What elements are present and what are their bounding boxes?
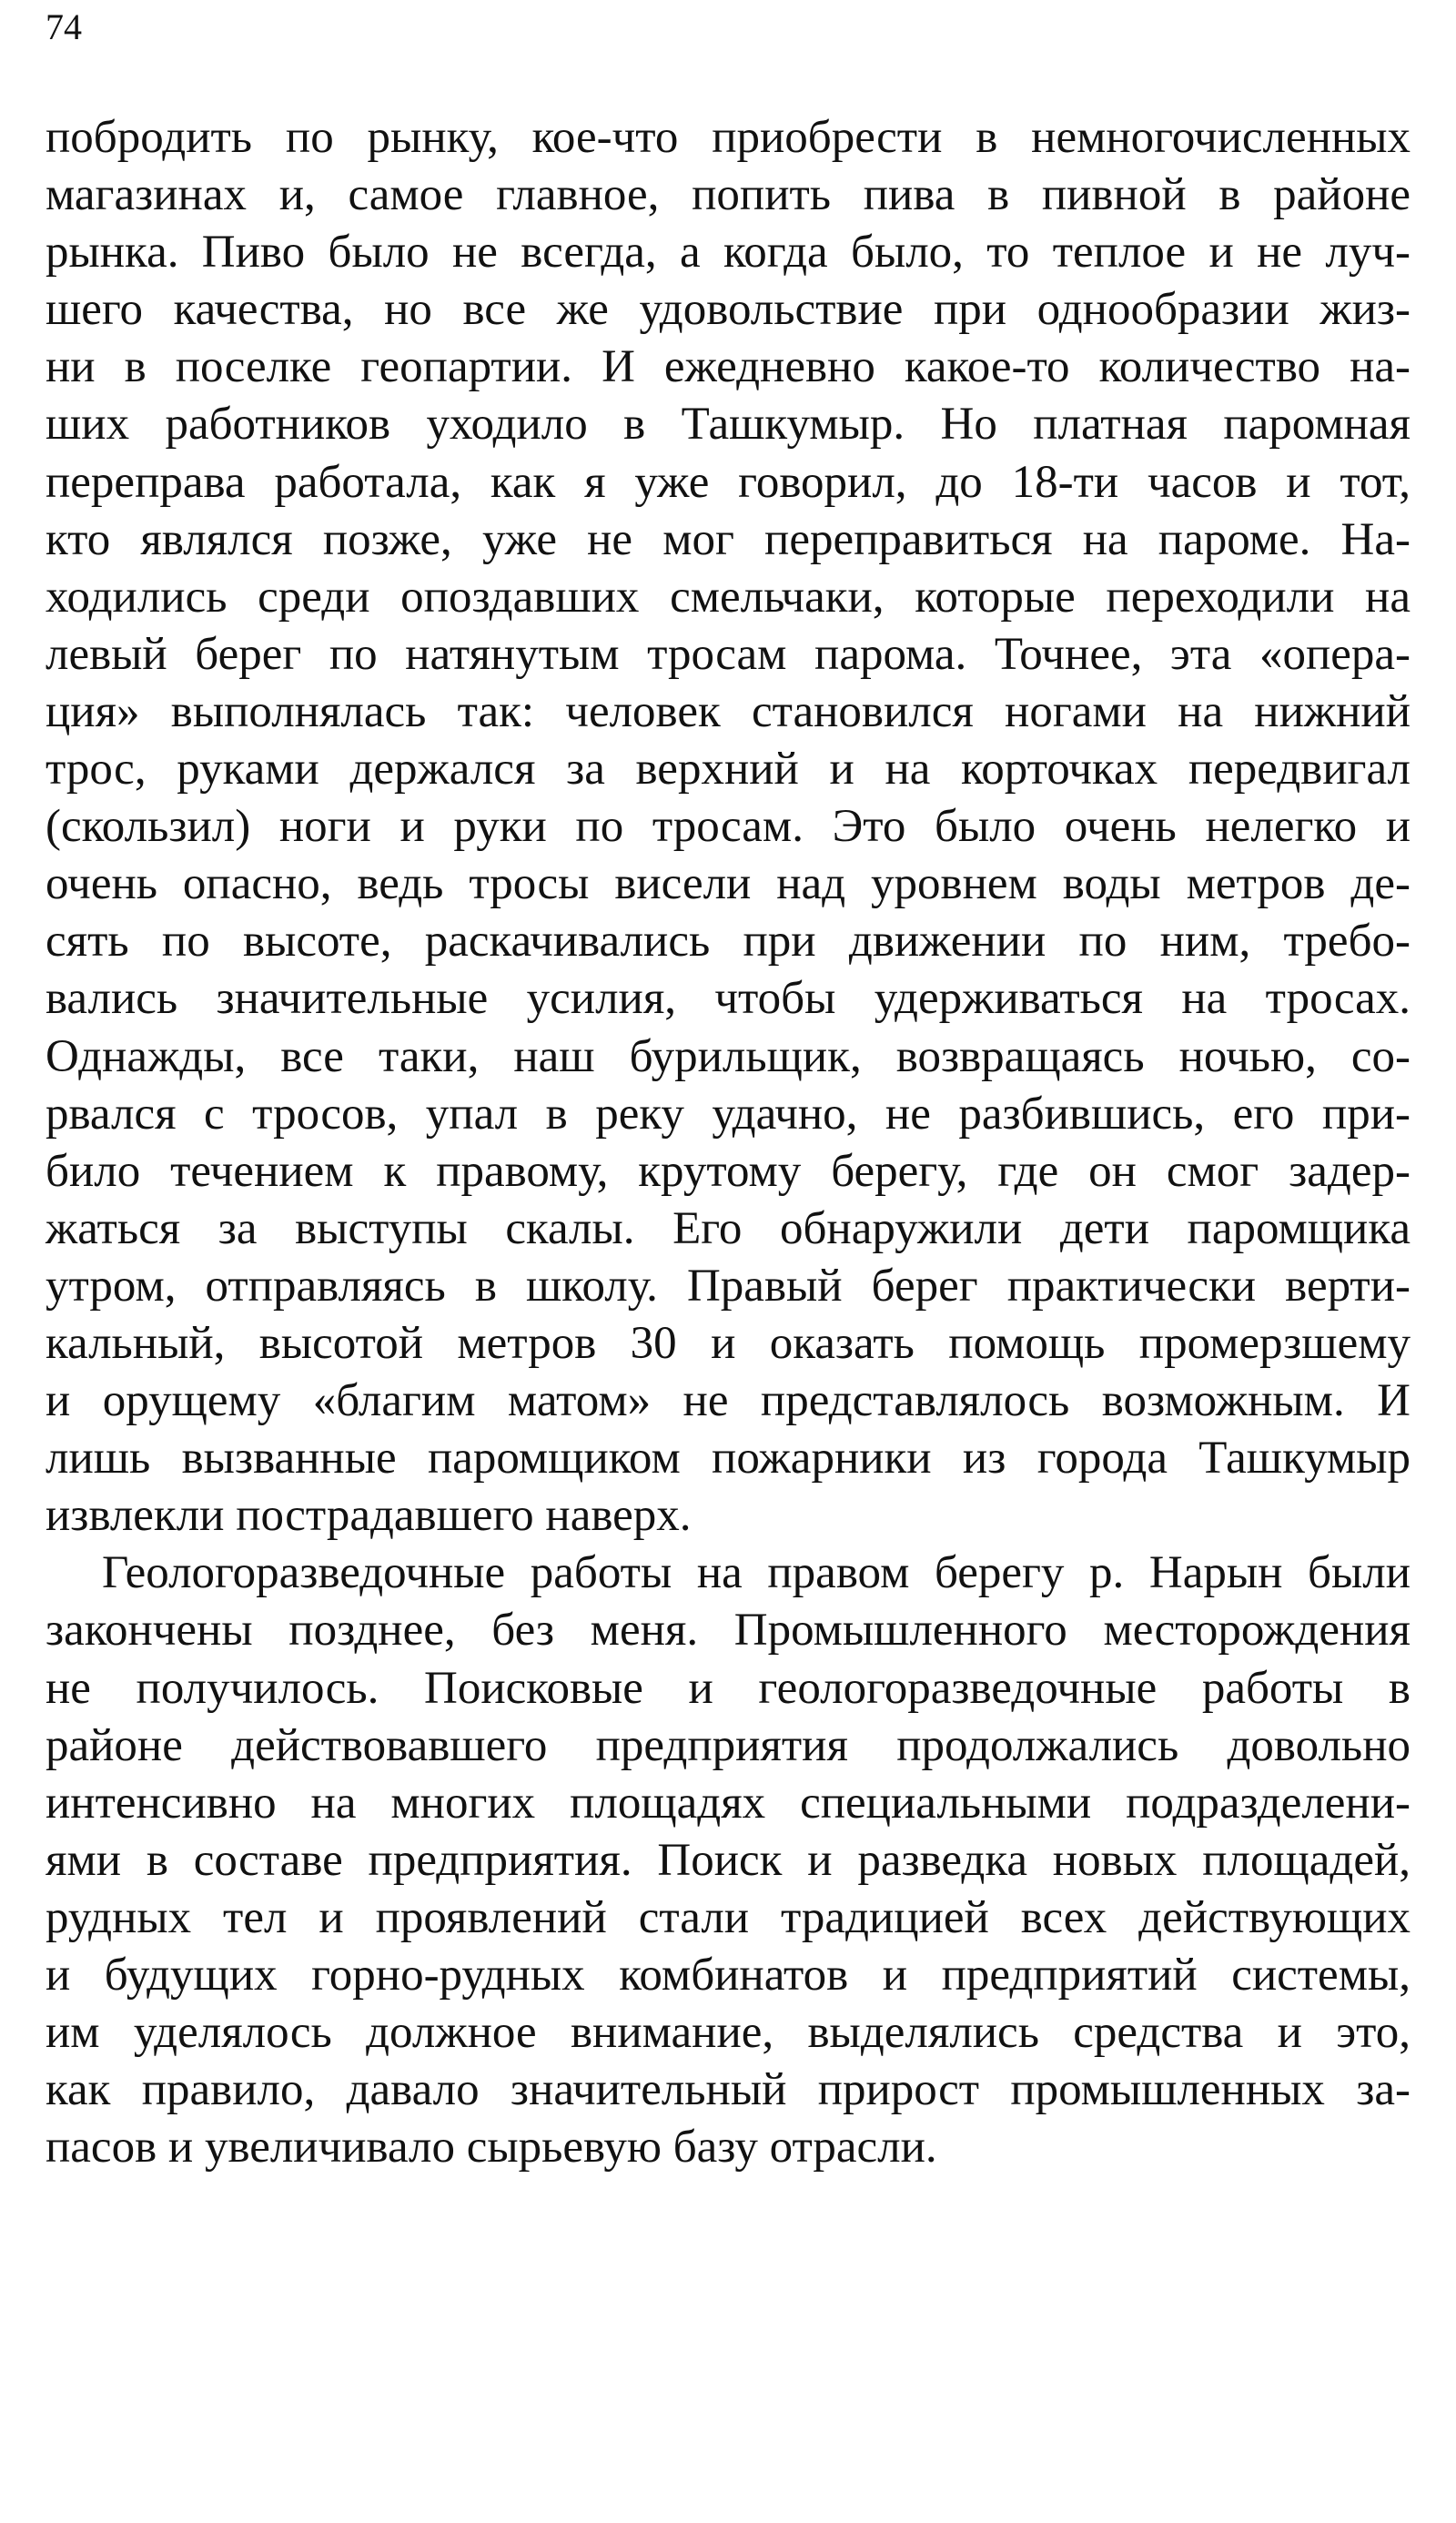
text-line: очень опасно, ведь тросы висели над уровнем воды метров де- [46,858,1410,910]
page-number: 74 [46,6,82,47]
text-line: било течением к правому, крутому берегу, где он смог задер- [46,1145,1410,1197]
text-line: рудных тел и проявлений стали традицией всех действующих [46,1891,1410,1943]
text-line: кальный, высотой метров 30 и оказать помощь промерзшему [46,1317,1410,1369]
text-line: утром, отправляясь в школу. Правый берег практически верти- [46,1260,1410,1312]
text-line: жаться за выступы скалы. Его обнаружили дети паромщика [46,1202,1410,1254]
text-line: магазинах и, самое главное, попить пива в пивной в районе [46,169,1410,221]
text-line: интенсивно на многих площадях специальными подразделени- [46,1777,1410,1829]
text-line: переправа работала, как я уже говорил, до 18-ти часов и тот, [46,456,1410,508]
text-line: ция» выполнялась так: человек становился ногами на нижний [46,685,1410,737]
text-line: вались значительные усилия, чтобы удерживаться на тросах. [46,973,1410,1025]
text-line: как правило, давало значительный прирост промышленных за- [46,2064,1410,2116]
text-line: (скользил) ноги и руки по тросам. Это было очень нелегко и [46,801,1410,853]
text-line: ями в составе предприятия. Поиск и разведка новых площадей, [46,1834,1410,1886]
text-line: трос, руками держался за верхний и на корточках передвигал [46,744,1410,795]
text-line: Геологоразведочные работы на правом берегу р. Нарын были [102,1547,1410,1599]
text-line: Однажды, все таки, наш бурильщик, возвращаясь ночью, со- [46,1030,1410,1082]
text-line: пасов и увеличивало сырьевую базу отрасли. [46,2122,937,2173]
text-body [46,109,1410,2176]
text-line: рынка. Пиво было не всегда, а когда было, то теплое и не луч- [46,227,1410,279]
text-line: извлекли пострадавшего наверх. [46,1490,692,1542]
text-line: шего качества, но все же удовольствие при однообразии жиз- [46,284,1410,336]
text-line: лишь вызванные паромщиком пожарники из города Ташкумыр [46,1433,1410,1484]
paragraph [46,1545,1410,2176]
text-line: не получилось. Поисковые и геологоразведочные работы в [46,1662,1410,1714]
text-line: побродить по рынку, кое-что приобрести в немногочисленных [46,112,1410,163]
text-line: районе действовавшего предприятия продолжались довольно [46,1719,1410,1771]
text-line: сять по высоте, раскачивались при движении по ним, требо- [46,916,1410,968]
text-line: ших работников уходило в Ташкумыр. Но платная паромная [46,399,1410,451]
text-line: им уделялось должное внимание, выделялись средства и это, [46,2007,1410,2059]
text-line: кто являлся позже, уже не мог переправиться на пароме. На- [46,513,1410,565]
text-line: рвался с тросов, упал в реку удачно, не разбившись, его при- [46,1088,1410,1140]
text-line: закончены позднее, без меня. Промышленного месторождения [46,1605,1410,1657]
text-line: ни в поселке геопартии. И ежедневно какое-то количество на- [46,341,1410,393]
text-line: левый берег по натянутым тросам парома. Точнее, эта «опера- [46,628,1410,680]
text-line: ходились среди опоздавших смельчаки, которые переходили на [46,571,1410,623]
text-line: и будущих горно-рудных комбинатов и предприятий системы, [46,1950,1410,2001]
text-line: и орущему «благим матом» не представлялось возможным. И [46,1375,1410,1427]
paragraph [46,109,1410,1545]
